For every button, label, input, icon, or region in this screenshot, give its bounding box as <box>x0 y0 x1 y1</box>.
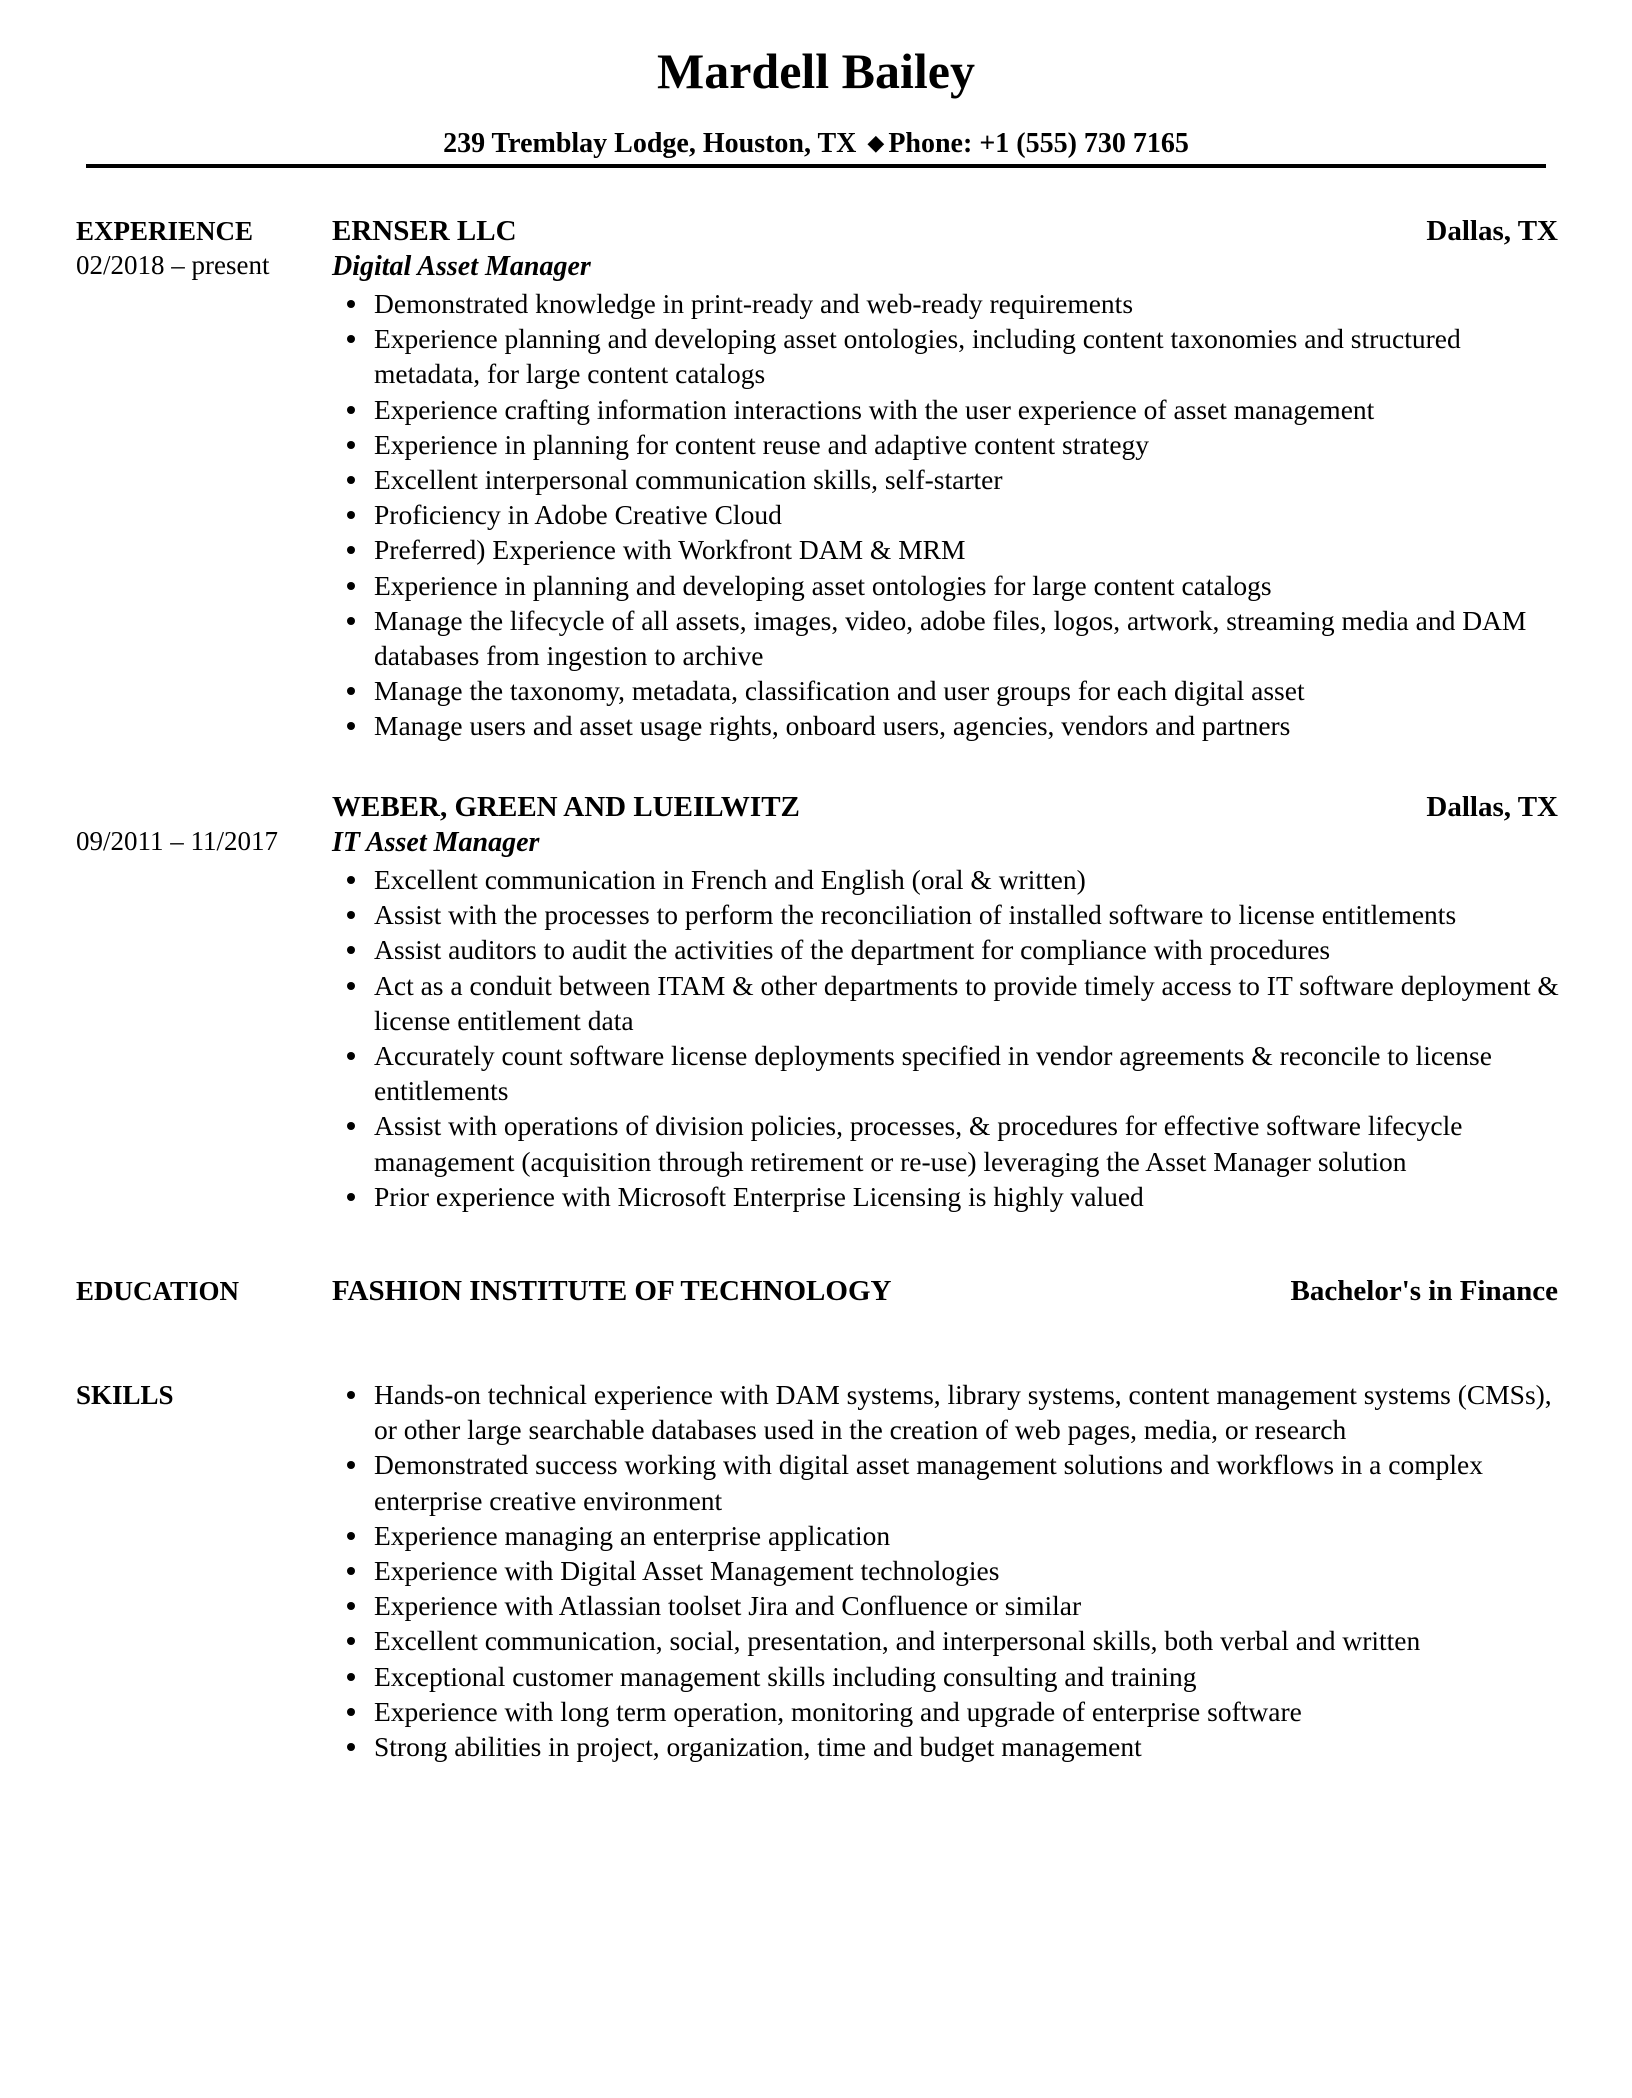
job-2-bullets <box>332 862 1560 1214</box>
list-item: Accurately count software license deployments specified in vendor agreements & reconcile to license entitlements <box>374 1038 1560 1108</box>
header-divider <box>86 164 1546 168</box>
list-item: Assist with operations of division policies, processes, & procedures for effective software lifecycle management (acquisition through retirement or re-use) leveraging the Asset Manager solution <box>374 1108 1560 1178</box>
list-item: Experience crafting information interactions with the user experience of asset management <box>374 392 1560 427</box>
list-item: Manage the lifecycle of all assets, images, video, adobe files, logos, artwork, streaming media and DAM databases from ingestion to archive <box>374 603 1560 673</box>
job-1-title: Digital Asset Manager <box>332 251 591 282</box>
job-1-bullets <box>332 286 1560 744</box>
job-1-date: 02/2018 – present <box>76 250 270 280</box>
contact-address: 239 Tremblay Lodge, Houston, TX <box>443 128 857 159</box>
job-1-location: Dallas, TX <box>1426 215 1558 247</box>
list-item: Proficiency in Adobe Creative Cloud <box>374 497 1560 532</box>
list-item: Experience in planning and developing asset ontologies for large content catalogs <box>374 568 1560 603</box>
list-item: Demonstrated success working with digital asset management solutions and workflows in a complex enterprise creative environment <box>374 1447 1560 1517</box>
list-item: Experience planning and developing asset ontologies, including content taxonomies and structured metadata, for large content catalogs <box>374 321 1560 391</box>
job-2-title: IT Asset Manager <box>332 827 540 858</box>
list-item: Exceptional customer management skills including consulting and training <box>374 1659 1560 1694</box>
list-item: Prior experience with Microsoft Enterprise Licensing is highly valued <box>374 1179 1560 1214</box>
skills-heading: SKILLS <box>76 1380 174 1410</box>
list-item: Excellent communication, social, presentation, and interpersonal skills, both verbal and written <box>374 1623 1560 1658</box>
list-item: Strong abilities in project, organization, time and budget management <box>374 1729 1560 1764</box>
list-item: Experience with long term operation, monitoring and upgrade of enterprise software <box>374 1694 1560 1729</box>
education-heading: EDUCATION <box>76 1276 240 1306</box>
list-item: Demonstrated knowledge in print-ready and web-ready requirements <box>374 286 1560 321</box>
contact-line <box>0 124 1632 165</box>
list-item: Experience in planning for content reuse and adaptive content strategy <box>374 427 1560 462</box>
candidate-name: Mardell Bailey <box>657 43 975 99</box>
job-1-company: ERNSER LLC <box>332 215 517 247</box>
list-item: Hands-on technical experience with DAM systems, library systems, content management systems (CMSs), or other large searchable databases used in the creation of web pages, media, or research <box>374 1377 1560 1447</box>
job-2-company: WEBER, GREEN AND LUEILWITZ <box>332 791 800 823</box>
list-item: Manage the taxonomy, metadata, classification and user groups for each digital asset <box>374 673 1560 708</box>
list-item: Experience managing an enterprise application <box>374 1518 1560 1553</box>
list-item: Manage users and asset usage rights, onboard users, agencies, vendors and partners <box>374 708 1560 743</box>
contact-phone: Phone: +1 (555) 730 7165 <box>888 128 1189 159</box>
diamond-separator-icon: ◆ <box>867 130 885 155</box>
list-item: Assist auditors to audit the activities of the department for compliance with procedures <box>374 932 1560 967</box>
list-item: Act as a conduit between ITAM & other departments to provide timely access to IT software deployment & license entitlement data <box>374 968 1560 1038</box>
list-item: Excellent communication in French and English (oral & written) <box>374 862 1560 897</box>
list-item: Excellent interpersonal communication skills, self-starter <box>374 462 1560 497</box>
skills-bullets <box>332 1377 1560 1764</box>
experience-heading: EXPERIENCE <box>76 216 254 246</box>
list-item: Experience with Digital Asset Management technologies <box>374 1553 1560 1588</box>
job-2-location: Dallas, TX <box>1426 791 1558 823</box>
job-2-date: 09/2011 – 11/2017 <box>76 826 278 856</box>
education-degree: Bachelor's in Finance <box>1290 1275 1558 1307</box>
list-item: Assist with the processes to perform the reconciliation of installed software to license entitlements <box>374 897 1560 932</box>
education-school: FASHION INSTITUTE OF TECHNOLOGY <box>332 1275 892 1307</box>
list-item: Preferred) Experience with Workfront DAM & MRM <box>374 532 1560 567</box>
list-item: Experience with Atlassian toolset Jira and Confluence or similar <box>374 1588 1560 1623</box>
